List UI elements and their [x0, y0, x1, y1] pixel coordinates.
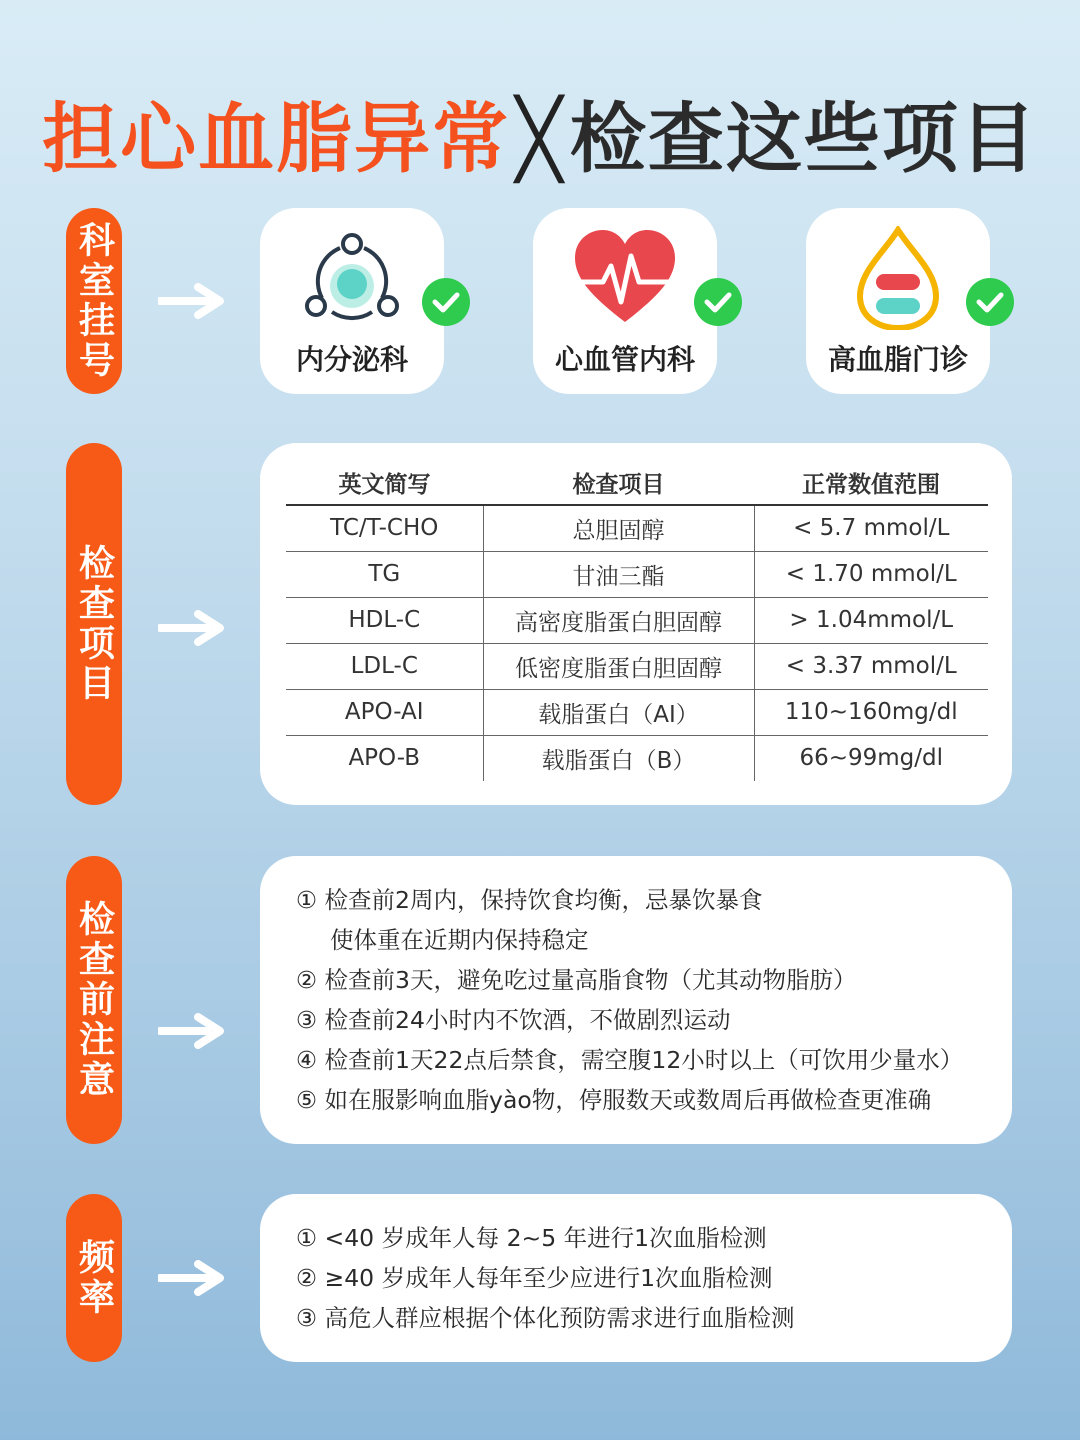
notes-card — [260, 856, 1012, 1144]
cell-abbr: APO-AI — [286, 689, 483, 735]
cell-abbr: LDL-C — [286, 643, 483, 689]
cell-range: 66~99mg/dl — [799, 745, 944, 772]
list-item: ③ 高危人群应根据个体化预防需求进行血脂检测 — [296, 1304, 795, 1332]
list-item: ① <40 岁成年人每 2~5 年进行1次血脂检测 — [296, 1224, 767, 1252]
cell-abbr: HDL-C — [286, 597, 483, 643]
section-label-dept: 科室挂号 — [66, 208, 122, 394]
frequency-list — [296, 1218, 795, 1338]
arrow-right-icon — [158, 281, 226, 321]
dept-card-lipid-clinic — [806, 208, 990, 394]
column-header: 检查项目 — [483, 461, 754, 505]
cell-range: > 1.04mmol/L — [754, 597, 988, 643]
table-row — [286, 505, 988, 551]
page-title — [0, 78, 1080, 187]
table-header-row — [286, 461, 988, 505]
title-cross: ╳ — [516, 94, 564, 183]
cell-abbr: TC/T-CHO — [286, 505, 483, 551]
cell-item: 高密度脂蛋白胆固醇 — [483, 597, 754, 643]
table-row — [286, 689, 988, 735]
title-part2: 检查这些项目 — [569, 94, 1038, 183]
table-row — [286, 735, 988, 781]
cell-range: < 5.7 mmol/L — [754, 505, 988, 551]
list-item: 使体重在近期内保持稳定 — [330, 926, 589, 954]
list-item: ④ 检查前1天22点后禁食，需空腹12小时以上（可饮用少量水） — [296, 1046, 964, 1074]
list-item: ① 检查前2周内，保持饮食均衡，忌暴饮暴食 — [296, 886, 763, 914]
table-row — [286, 551, 988, 597]
check-icon — [966, 278, 1014, 326]
section-label-notes: 检查前注意 — [66, 856, 122, 1144]
dept-label: 心血管内科 — [554, 343, 695, 376]
list-item: ② ≥40 岁成年人每年至少应进行1次血脂检测 — [296, 1264, 773, 1292]
check-icon — [694, 278, 742, 326]
check-icon — [422, 278, 470, 326]
cell-range: < 1.70 mmol/L — [754, 551, 988, 597]
cell-item: 甘油三酯 — [483, 551, 754, 597]
cell-abbr: APO-B — [286, 735, 483, 781]
tests-table-card — [260, 443, 1012, 805]
dept-label: 高血脂门诊 — [827, 343, 968, 376]
tests-table — [286, 461, 988, 781]
cell-range: 110~160mg/dl — [754, 689, 988, 735]
cell-abbr: TG — [286, 551, 483, 597]
list-item: ⑤ 如在服影响血脂yào物，停服数天或数周后再做检查更准确 — [296, 1086, 932, 1114]
list-item: ③ 检查前24小时内不饮酒，不做剧烈运动 — [296, 1006, 731, 1034]
arrow-right-icon — [158, 1258, 226, 1298]
section-label-tests: 检查项目 — [66, 443, 122, 805]
cell-item: 载脂蛋白（AI） — [483, 689, 754, 735]
cell-item: 总胆固醇 — [483, 505, 754, 551]
heart-pulse-icon — [573, 226, 677, 330]
section-label-freq: 频率 — [66, 1194, 122, 1362]
column-header: 英文简写 — [286, 461, 483, 505]
table-row — [286, 597, 988, 643]
molecule-icon — [300, 226, 404, 330]
frequency-card — [260, 1194, 1012, 1362]
cell-item: 载脂蛋白（B） — [483, 735, 754, 781]
dept-label: 内分泌科 — [295, 343, 408, 376]
arrow-right-icon — [158, 608, 226, 648]
column-header: 正常数值范围 — [754, 461, 988, 505]
arrow-right-icon — [158, 1011, 226, 1051]
list-item: ② 检查前3天，避免吃过量高脂食物（尤其动物脂肪） — [296, 966, 857, 994]
dept-card-endocrinology — [260, 208, 444, 394]
blood-drop-icon — [846, 226, 950, 330]
title-part1: 担心血脂异常 — [42, 94, 511, 183]
notes-list — [296, 880, 963, 1120]
cell-range: < 3.37 mmol/L — [754, 643, 988, 689]
dept-card-cardiology — [533, 208, 717, 394]
cell-item: 低密度脂蛋白胆固醇 — [483, 643, 754, 689]
table-row — [286, 643, 988, 689]
